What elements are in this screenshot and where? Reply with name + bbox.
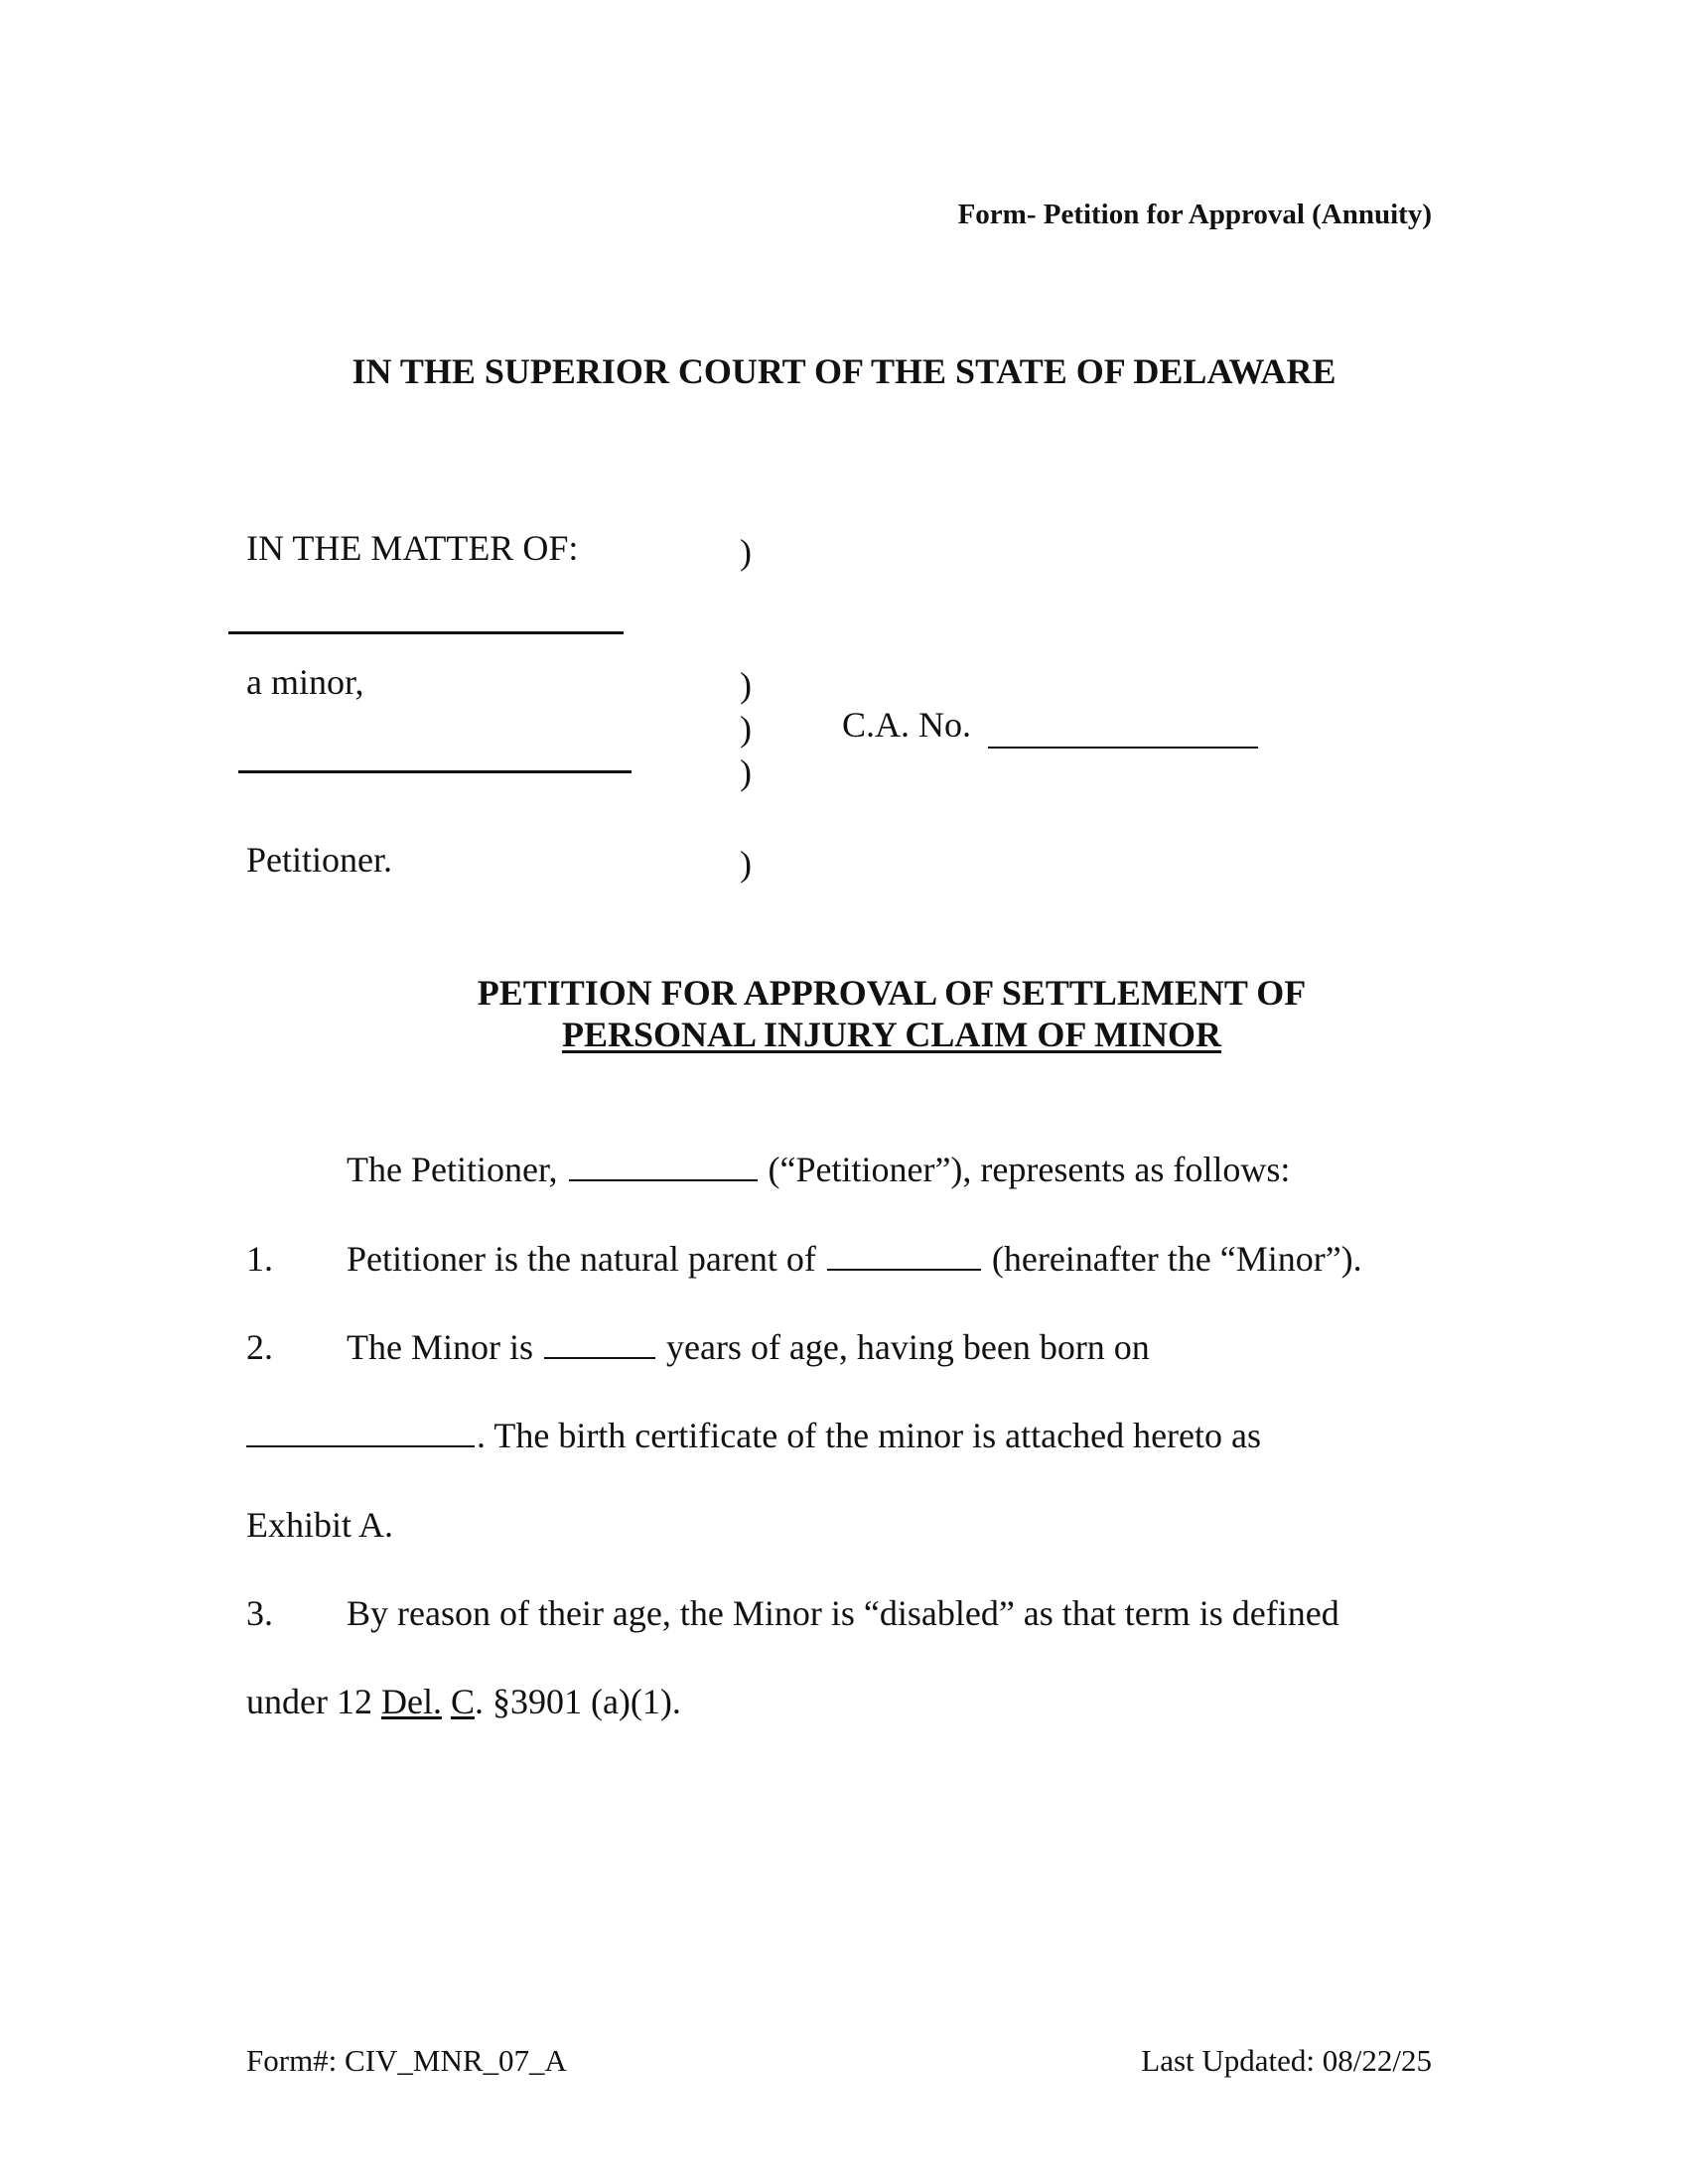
paragraph-number: 2. — [246, 1327, 273, 1367]
ca-number-line — [988, 747, 1258, 749]
paragraph-2-line3: Exhibit A. — [246, 1505, 394, 1545]
caption-paren: ) — [740, 532, 752, 572]
caption-paren: ) — [740, 752, 752, 792]
ca-number-label: C.A. No. — [842, 705, 972, 745]
p3-text-1: under 12 — [246, 1682, 372, 1721]
petition-title-line2: PERSONAL INJURY CLAIM OF MINOR — [561, 1015, 1222, 1054]
age-blank — [544, 1327, 655, 1359]
court-title: IN THE SUPERIOR COURT OF THE STATE OF DELAWARE — [352, 351, 1336, 391]
caption-paren: ) — [740, 665, 752, 705]
intro-paragraph — [347, 1148, 1290, 1191]
paragraph-2-line1 — [347, 1325, 1150, 1369]
paragraph-1 — [347, 1237, 1362, 1281]
form-label: Form- Petition for Approval (Annuity) — [957, 199, 1432, 230]
minor-label: a minor, — [246, 662, 364, 702]
p2-text-b: years of age, having been born on — [665, 1327, 1150, 1367]
petitioner-blank — [569, 1150, 758, 1181]
petition-title-line1: PETITION FOR APPROVAL OF SETTLEMENT OF — [477, 973, 1307, 1013]
p2-text-a: The Minor is — [347, 1327, 533, 1367]
caption-paren: ) — [740, 844, 752, 884]
p3-text-2: . §3901 (a)(1). — [474, 1682, 681, 1721]
paragraph-number: 3. — [246, 1593, 273, 1633]
del-abbrev: Del. — [380, 1682, 442, 1721]
petitioner-name-line — [238, 770, 632, 773]
form-number: Form#: CIV_MNR_07_A — [246, 2043, 567, 2078]
minor-name-line — [228, 631, 624, 634]
paragraph-3-line2 — [246, 1680, 681, 1723]
last-updated: Last Updated: 08/22/25 — [1141, 2043, 1432, 2078]
matter-label: IN THE MATTER OF: — [246, 528, 579, 568]
paragraph-2-line2 — [246, 1414, 1261, 1457]
code-abbrev: C — [450, 1682, 475, 1721]
paragraph-3-line1: By reason of their age, the Minor is “disabled” as that term is defined — [347, 1593, 1339, 1633]
p2-text-c: . The birth certificate of the minor is attached hereto as — [477, 1416, 1262, 1455]
intro-text-a: The Petitioner, — [347, 1150, 558, 1189]
p1-text-a: Petitioner is the natural parent of — [347, 1239, 816, 1279]
minor-name-blank — [827, 1239, 981, 1271]
birth-date-blank — [246, 1416, 475, 1447]
intro-text-b: (“Petitioner”), represents as follows: — [768, 1150, 1291, 1189]
petitioner-label: Petitioner. — [246, 840, 392, 880]
caption-paren: ) — [740, 709, 752, 749]
paragraph-number: 1. — [246, 1239, 273, 1279]
p1-text-b: (hereinafter the “Minor”). — [991, 1239, 1362, 1279]
